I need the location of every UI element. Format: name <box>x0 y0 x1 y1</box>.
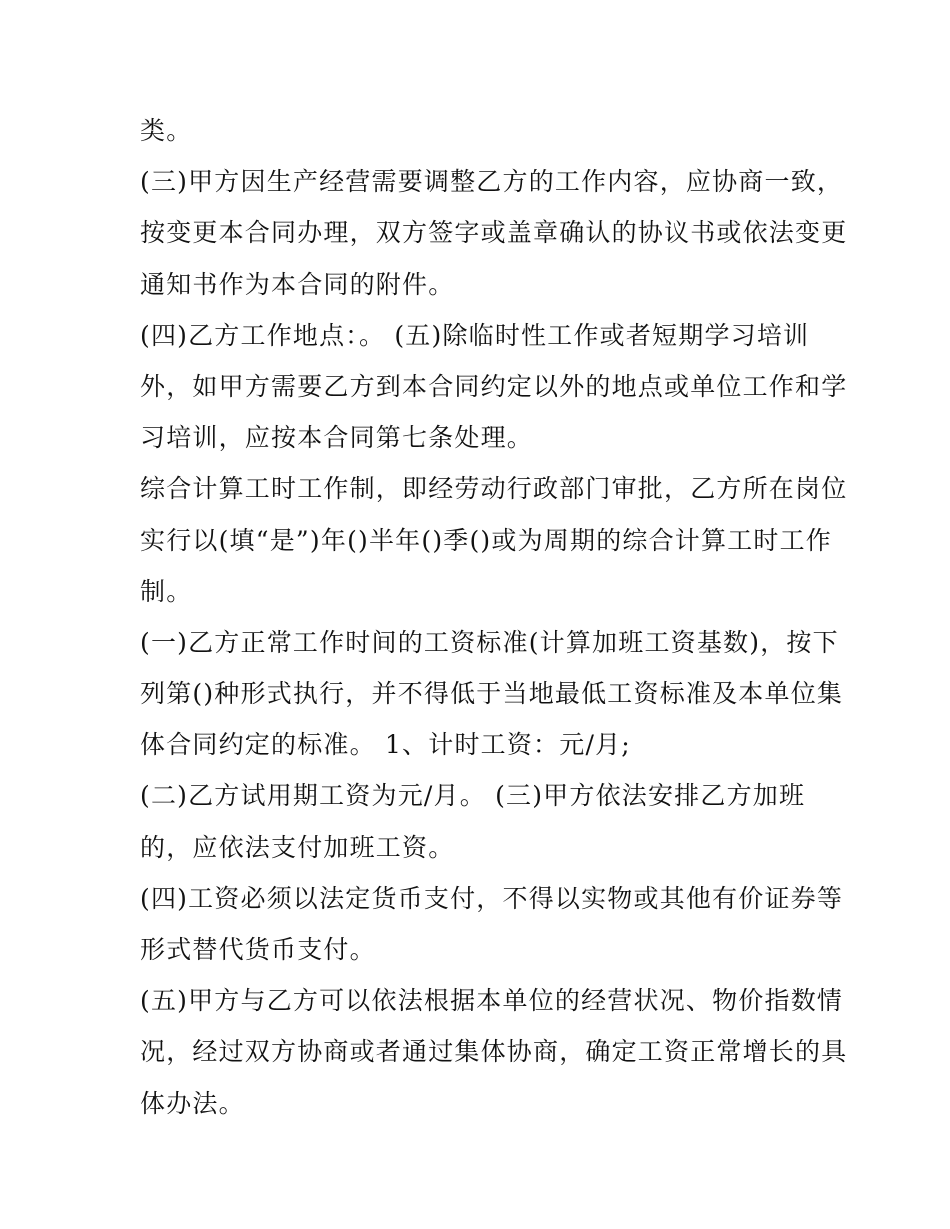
text-line: 体办法。 <box>140 1088 245 1118</box>
text-line: (五)甲方与乙方可以依法根据本单位的经营状况、物价指数情 <box>140 986 844 1016</box>
text-line: 列第()种形式执行，并不得低于当地最低工资标准及本单位集 <box>140 679 844 709</box>
text-line: 按变更本合同办理，双方签字或盖章确认的协议书或依法变更 <box>140 218 848 248</box>
text-line: (三)甲方因生产经营需要调整乙方的工作内容，应协商一致， <box>140 167 844 197</box>
text-line: 类。 <box>140 116 193 145</box>
text-line: 通知书作为本合同的附件。 <box>140 269 455 299</box>
text-line: 综合计算工时工作制，即经劳动行政部门审批，乙方所在岗位 <box>140 474 848 504</box>
text-line: 实行以(填“是”)年()半年()季()或为周期的综合计算工时工作 <box>140 525 832 555</box>
text-line: (二)乙方试用期工资为元/月。 (三)甲方依法安排乙方加班 <box>140 781 806 811</box>
text-line: (四)工资必须以法定货币支付，不得以实物或其他有价证券等 <box>140 883 844 913</box>
text-line: 体合同约定的标准。 1、计时工资：元/月; <box>140 730 631 760</box>
text-line: 形式替代货币支付。 <box>140 935 376 964</box>
text-line: 外，如甲方需要乙方到本合同约定以外的地点或单位工作和学 <box>140 371 848 401</box>
text-line: (一)乙方正常工作时间的工资标准(计算加班工资基数)，按下 <box>140 627 839 657</box>
text-line: (四)乙方工作地点：。 (五)除临时性工作或者短期学习培训 <box>140 320 810 350</box>
text-line: 况，经过双方协商或者通过集体协商，确定工资正常增长的具 <box>140 1037 848 1067</box>
document-body <box>140 105 848 1129</box>
text-line: 的，应依法支付加班工资。 <box>140 832 455 862</box>
text-line: 制。 <box>140 576 193 606</box>
text-line: 习培训，应按本合同第七条处理。 <box>140 423 534 453</box>
